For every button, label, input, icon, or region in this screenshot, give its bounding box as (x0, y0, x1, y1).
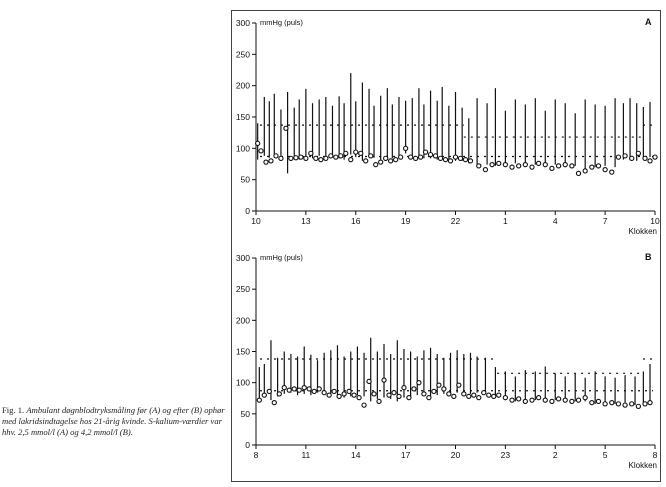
panel-b-pulse-point (422, 392, 426, 396)
panel-b-pulse-point (417, 381, 421, 385)
panel-a-pulse-point (583, 169, 587, 173)
panel-b-pulse-point (332, 389, 336, 393)
panel-a-pulse-point (570, 164, 574, 168)
panel-b-panel-letter: B (645, 252, 652, 262)
panel-b-x-tick-label: 5 (602, 450, 608, 460)
panel-b-pulse-point (367, 379, 371, 383)
panel-a-pulse-point (443, 158, 447, 162)
panel-b-pulse-point (630, 402, 634, 406)
panel-a-pulse-point (523, 163, 527, 167)
panel-b-pulse-point (362, 403, 366, 407)
panel-b-pulse-point (257, 398, 261, 402)
panel-b-pulse-point (550, 399, 554, 403)
panel-b-pulse-point (372, 392, 376, 396)
panel-a-pulse-point (438, 156, 442, 160)
panel-b-xlabel: Klokken (628, 461, 657, 470)
panel-b-y-tick-label: 150 (235, 346, 250, 357)
panel-a-pulse-point (453, 155, 457, 159)
figure-caption (2, 405, 230, 439)
panel-a-pulse-point (394, 158, 398, 162)
panel-a-pulse-point (630, 156, 634, 160)
panel-a-pulse-point (490, 163, 494, 167)
panel-b-pulse-point (610, 401, 614, 405)
panel-a-pulse-point (339, 154, 343, 158)
panel-b-x-tick-label: 11 (301, 450, 311, 460)
panel-a-pulse-point (259, 149, 263, 153)
panel-a-y-tick-label: 250 (235, 49, 250, 60)
panel-a-pulse-point (379, 160, 383, 164)
panel-a-pulse-point (324, 156, 328, 160)
panel-a-pulse-point (369, 154, 373, 158)
panel-a-pulse-point (314, 156, 318, 160)
panel-b-pulse-point (392, 391, 396, 395)
panel-b-y-tick-label: 200 (235, 315, 250, 326)
panel-b-pulse-point (648, 401, 652, 405)
panel-a-pulse-point (304, 156, 308, 160)
panel-a-pulse-point (269, 159, 273, 163)
panel-b-pulse-point (447, 392, 451, 396)
panel-a-pulse-point (576, 171, 580, 175)
panel-b-pulse-point (377, 399, 381, 403)
panel-b-pulse-point (472, 393, 476, 397)
panel-b-pulse-point (523, 399, 527, 403)
panel-a-x-tick-label: 1 (503, 216, 508, 226)
panel-a-x-tick-label: 7 (602, 216, 608, 226)
panel-b-pulse-point (563, 398, 567, 402)
panel-a-pulse-point (623, 154, 627, 158)
panel-b-pulse-point (382, 378, 386, 382)
panel-a-pulse-point (563, 163, 567, 167)
panel-b-pulse-point (407, 396, 411, 400)
panel-a-pulse-point (256, 141, 260, 145)
panel-b-x-tick-label: 2 (552, 450, 558, 460)
panel-a-pulse-point (309, 151, 313, 155)
panel-a-pulse-point (274, 154, 278, 158)
panel-a-pulse-point (648, 159, 652, 163)
panel-a-y-tick-label: 50 (240, 174, 250, 185)
panel-a-pulse-point (344, 151, 348, 155)
panel-b-pulse-point (503, 396, 507, 400)
panel-b-pulse-point (643, 402, 647, 406)
panel-b-pulse-point (347, 389, 351, 393)
panel-b-pulse-point (352, 393, 356, 397)
panel-a-pulse-point (279, 156, 283, 160)
panel-b-pulse-point (302, 386, 306, 390)
panel-a-pulse-point (423, 150, 427, 154)
panel-a-x-tick-label: 13 (301, 216, 311, 226)
panel-a-pulse-point (543, 163, 547, 167)
panel-a-pulse-point (530, 165, 534, 169)
panel-a-pulse-point (468, 159, 472, 163)
panel-b-y-tick-label: 100 (235, 377, 250, 388)
panel-a-pulse-point (463, 158, 467, 162)
panel-a-pulse-point (603, 168, 607, 172)
panel-a-ylabel: mmHg (puls) (260, 18, 303, 27)
panel-a-x-tick-label: 19 (400, 216, 411, 226)
panel-a-pulse-point (643, 156, 647, 160)
panel-b-y-tick-label: 0 (245, 440, 250, 450)
panel-b-pulse-point (412, 387, 416, 391)
panel-a-pulse-point (610, 170, 614, 174)
panel-a-pulse-point (497, 161, 501, 165)
panel-a-pulse-point (364, 159, 368, 163)
panel-b-pulse-point (387, 393, 391, 397)
panel-a-xlabel: Klokken (628, 227, 657, 236)
panel-b-pulse-point (432, 389, 436, 393)
panel-a-y-tick-label: 300 (235, 18, 250, 28)
panel-b-pulse-point (596, 399, 600, 403)
panel-b-pulse-point (543, 398, 547, 402)
panel-b-pulse-point (497, 393, 501, 397)
panel-b-pulse-point (457, 383, 461, 387)
panel-a-pulse-point (517, 164, 521, 168)
panel-a-pulse-point (556, 164, 560, 168)
panel-a-pulse-point (384, 156, 388, 160)
panel-a-pulse-point (359, 151, 363, 155)
panel-b-pulse-point (556, 397, 560, 401)
panel-a-pulse-point (448, 159, 452, 163)
panel-a-pulse-point (428, 153, 432, 157)
panel-b-pulse-point (292, 387, 296, 391)
panel-a-pulse-point (374, 163, 378, 167)
panel-b-pulse-point (623, 403, 627, 407)
panel-b-pulse-point (287, 388, 291, 392)
panel-a-pulse-point (349, 158, 353, 162)
panel-a-pulse-point (653, 155, 657, 159)
panel-b-pulse-point (357, 396, 361, 400)
panel-a-pulse-point (458, 156, 462, 160)
panel-b-pulse-point (636, 404, 640, 408)
panel-b-pulse-point (297, 388, 301, 392)
panel-a-pulse-point (299, 155, 303, 159)
panel-a-pulse-point (329, 154, 333, 158)
panel-b-pulse-point (576, 398, 580, 402)
panel-b-pulse-point (342, 392, 346, 396)
panel-b-pulse-point (312, 389, 316, 393)
panel-a-pulse-point (294, 156, 298, 160)
panel-a-pulse-point (418, 155, 422, 159)
panel-a-pulse-point (414, 156, 418, 160)
panel-b-x-tick-label: 8 (253, 450, 259, 460)
panel-b-pulse-point (272, 401, 276, 405)
panel-a-pulse-point (409, 155, 413, 159)
panel-b-pulse-point (282, 386, 286, 390)
panel-a-x-tick-label: 16 (351, 216, 361, 226)
panel-a-pulse-point (616, 155, 620, 159)
panel-b-x-tick-label: 14 (351, 450, 361, 460)
panel-a-x-tick-label: 10 (251, 216, 261, 226)
panel-a-y-tick-label: 100 (235, 143, 250, 154)
panel-b-pulse-point (437, 383, 441, 387)
panel-a-pulse-point (334, 155, 338, 159)
panel-b-pulse-point (487, 393, 491, 397)
panel-b-pulse-point (570, 399, 574, 403)
panel-b-y-tick-label: 250 (235, 284, 250, 295)
panel-b-pulse-point (537, 396, 541, 400)
panel-b-pulse-point (427, 396, 431, 400)
panel-a-pulse-point (477, 164, 481, 168)
panel-b-pulse-point (590, 401, 594, 405)
panel-b-pulse-point (442, 387, 446, 391)
panel-a-pulse-point (503, 163, 507, 167)
panel-a-pulse-point (389, 159, 393, 163)
panel-b-pulse-point (452, 394, 456, 398)
panel-b-ylabel: mmHg (puls) (260, 253, 303, 262)
panel-a-pulse-point (590, 165, 594, 169)
panel-a-pulse-point (433, 154, 437, 158)
panel-a-x-tick-label: 4 (552, 216, 558, 226)
panel-a-y-tick-label: 0 (245, 206, 250, 216)
panel-b-pulse-point (517, 397, 521, 401)
panel-b-pulse-point (402, 386, 406, 390)
panel-b-x-tick-label: 23 (500, 450, 511, 460)
panel-a-pulse-point (550, 166, 554, 170)
panel-b-x-tick-label: 20 (450, 450, 461, 460)
panel-b-x-tick-label: 8 (652, 450, 658, 460)
panel-b-pulse-point (603, 402, 607, 406)
panel-b-pulse-point (322, 391, 326, 395)
panel-a-pulse-point (404, 146, 408, 150)
panel-b-pulse-point (477, 396, 481, 400)
panel-a-y-tick-label: 150 (235, 112, 250, 122)
panel-b-pulse-point (327, 393, 331, 397)
panel-b-pulse-point (267, 389, 271, 393)
panel-b-pulse-point (337, 394, 341, 398)
panel-a-panel-letter: A (645, 17, 652, 27)
panel-b-pulse-point (482, 391, 486, 395)
panel-a-pulse-point (264, 160, 268, 164)
panel-a-pulse-point (636, 151, 640, 155)
panel-a-pulse-point (354, 150, 358, 154)
panel-a-pulse-point (596, 164, 600, 168)
panel-b-pulse-point (307, 387, 311, 391)
panel-b-pulse-point (397, 394, 401, 398)
panel-a-pulse-point (284, 126, 288, 130)
caption-lead: Fig. 1. (2, 405, 25, 415)
caption-text: Ambulant døgnblodtryksmåling før (A) og efter (B) ophør med lakridsindtagelse hos 21-årig kvinde. S-kalium-værdier var hhv. 2,5 mmol/l (A) og 4,2 mmol/l (B). (2, 405, 225, 438)
panel-b-pulse-point (616, 402, 620, 406)
panel-b-y-tick-label: 300 (235, 253, 250, 263)
panel-a-pulse-point (537, 161, 541, 165)
panel-b-pulse-point (492, 394, 496, 398)
panel-b-pulse-point (277, 392, 281, 396)
panel-b-pulse-point (462, 392, 466, 396)
panel-b-pulse-point (317, 387, 321, 391)
panel-a-pulse-point (510, 165, 514, 169)
panel-b-pulse-point (583, 396, 587, 400)
panel-b-y-tick-label: 50 (240, 408, 250, 419)
panel-b-pulse-point (510, 398, 514, 402)
panel-a-x-tick-label: 10 (650, 216, 660, 226)
panel-b-pulse-point (262, 393, 266, 397)
panel-b-x-tick-label: 17 (400, 450, 411, 460)
panel-a-pulse-point (319, 158, 323, 162)
panel-a-pulse-point (289, 156, 293, 160)
panel-b-pulse-point (467, 394, 471, 398)
panel-a-pulse-point (399, 155, 403, 159)
panel-a-y-tick-label: 200 (235, 80, 250, 91)
panel-a-x-tick-label: 22 (450, 216, 461, 226)
panel-a-pulse-point (483, 168, 487, 172)
panel-b-pulse-point (530, 398, 534, 402)
